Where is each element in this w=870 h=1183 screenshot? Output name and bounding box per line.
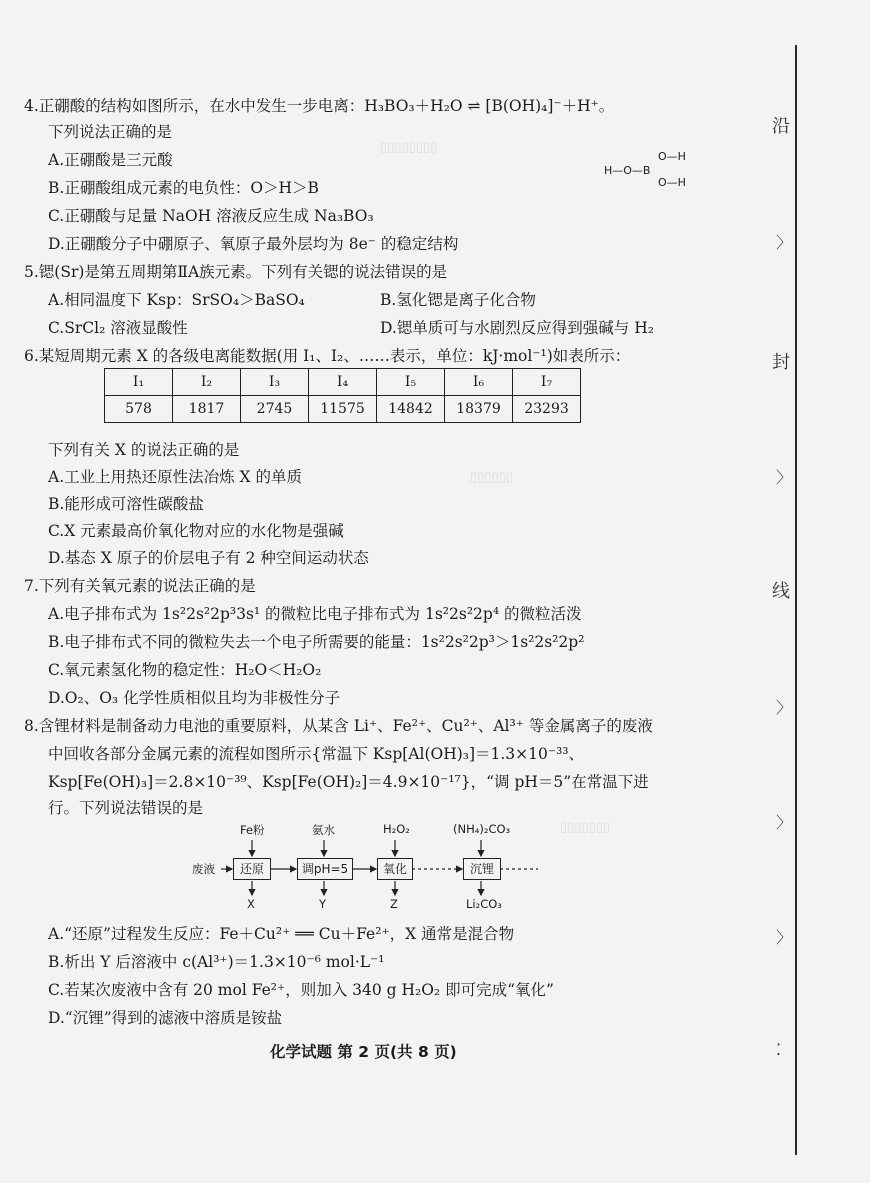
structure-top: O—H <box>658 150 686 163</box>
binding-dots-icon: ⁚ <box>776 1040 782 1059</box>
table-header-cell: I₂ <box>173 369 241 396</box>
binding-arrow-icon: 〉 <box>776 468 793 487</box>
ionization-energy-table <box>104 368 581 423</box>
binding-char-2: 封 <box>772 352 790 373</box>
flow-reagent-ammonium-carbonate: (NH₄)₂CO₃ <box>453 822 511 836</box>
q8-stem-2: 中回收各部分金属元素的流程如图所示{常温下 Ksp[Al(OH)₃]＝1.3×10⁻³³、 <box>48 745 584 763</box>
q8-stem-3: Ksp[Fe(OH)₃]＝2.8×10⁻³⁹、Ksp[Fe(OH)₂]＝4.9×10⁻¹⁷}，“调 pH＝5”在常温下进 <box>48 773 649 791</box>
q4-option-a: A.正硼酸是三元酸 <box>48 151 173 169</box>
flow-product-y: Y <box>319 897 327 911</box>
q7-option-c: C.氧元素氢化物的稳定性：H₂O＜H₂O₂ <box>48 661 322 679</box>
boric-acid-structure <box>600 150 710 192</box>
structure-left: H—O—B <box>604 164 651 177</box>
q4-option-b: B.正硼酸组成元素的电负性：O＞H＞B <box>48 179 319 197</box>
table-cell: 14842 <box>377 396 445 423</box>
table-cell: 18379 <box>445 396 513 423</box>
q5-option-b: B.氢化锶是离子化合物 <box>380 291 536 309</box>
table-cell: 2745 <box>241 396 309 423</box>
flow-reagent-fe: Fe粉 <box>240 823 265 837</box>
binding-char-1: 沿 <box>772 116 790 137</box>
flow-reagent-h2o2: H₂O₂ <box>383 822 410 836</box>
table-cell: 1817 <box>173 396 241 423</box>
flow-reagent-ammonia: 氨水 <box>312 823 335 837</box>
flow-step-reduction: 还原 <box>233 858 271 880</box>
q8-option-d: D.“沉锂”得到的滤液中溶质是铵盐 <box>48 1009 283 1027</box>
q5-option-c: C.SrCl₂ 溶液显酸性 <box>48 319 188 337</box>
table-header-cell: I₃ <box>241 369 309 396</box>
q7-option-b: B.电子排布式不同的微粒失去一个电子所需要的能量：1s²2s²2p³＞1s²2s²2p² <box>48 633 585 651</box>
q7-stem: 7.下列有关氧元素的说法正确的是 <box>24 577 256 595</box>
q6-stem: 6.某短周期元素 X 的各级电离能数据(用 I₁、I₂、……表示，单位：kJ·mol⁻¹)如表所示： <box>24 347 631 365</box>
q6-option-c: C.X 元素最高价氧化物对应的水化物是强碱 <box>48 522 344 540</box>
q4-option-d: D.正硼酸分子中硼原子、氧原子最外层均为 8e⁻ 的稳定结构 <box>48 235 459 253</box>
table-header-row <box>105 369 581 396</box>
table-header-cell: I₆ <box>445 369 513 396</box>
q6-stem-2: 下列有关 X 的说法正确的是 <box>48 441 240 459</box>
table-header-cell: I₁ <box>105 369 173 396</box>
flow-step-oxidation: 氧化 <box>377 858 413 880</box>
structure-bottom: O—H <box>658 176 686 189</box>
table-cell: 11575 <box>309 396 377 423</box>
q5-stem: 5.锶(Sr)是第五周期第ⅡA族元素。下列有关锶的说法错误的是 <box>24 263 448 281</box>
q8-stem: 8.含锂材料是制备动力电池的重要原料，从某含 Li⁺、Fe²⁺、Cu²⁺、Al³⁺ 等金属离子的废液 <box>24 717 653 735</box>
table-header-cell: I₅ <box>377 369 445 396</box>
q8-option-a: A.“还原”过程发生反应：Fe＋Cu²⁺ ══ Cu＋Fe²⁺，X 通常是混合物 <box>48 925 515 943</box>
table-row <box>105 396 581 423</box>
q5-option-d: D.锶单质可与水剧烈反应得到强碱与 H₂ <box>380 319 654 337</box>
binding-arrow-icon: 〉 <box>776 928 793 947</box>
flow-product-li2co3: Li₂CO₃ <box>466 897 502 911</box>
table-cell: 578 <box>105 396 173 423</box>
flow-product-x: X <box>247 897 255 911</box>
q7-option-a: A.电子排布式为 1s²2s²2p³3s¹ 的微粒比电子排布式为 1s²2s²2p⁴ 的微粒活泼 <box>48 605 582 623</box>
q8-stem-4: 行。下列说法错误的是 <box>48 799 204 817</box>
table-header-cell: I₇ <box>513 369 581 396</box>
bleed-through: ▯▯▯▯▯▯ <box>470 470 513 485</box>
page-footer: 化学试题 第 2 页(共 8 页) <box>270 1043 457 1061</box>
flow-step-adjust-ph: 调pH=5 <box>297 858 353 880</box>
q4-stem-2: 下列说法正确的是 <box>48 123 173 141</box>
flow-feed-label: 废液 <box>192 862 215 876</box>
q8-option-b: B.析出 Y 后溶液中 c(Al³⁺)＝1.3×10⁻⁶ mol·L⁻¹ <box>48 953 385 971</box>
binding-arrow-icon: 〉 <box>776 813 793 832</box>
bleed-through: ▯▯▯▯▯▯▯▯ <box>380 140 438 155</box>
bleed-through: ▯▯▯▯▯▯▯ <box>560 820 611 835</box>
binding-char-3: 线 <box>772 581 790 602</box>
binding-line <box>795 45 797 1155</box>
table-header-cell: I₄ <box>309 369 377 396</box>
q5-option-a: A.相同温度下 Ksp：SrSO₄＞BaSO₄ <box>48 291 305 309</box>
q4-stem: 4.正硼酸的结构如图所示，在水中发生一步电离：H₃BO₃＋H₂O ⇌ [B(OH)₄]⁻＋H⁺。 <box>24 97 615 115</box>
binding-arrow-icon: 〉 <box>776 233 793 252</box>
flow-step-lithium-precipitation: 沉锂 <box>463 858 501 880</box>
q6-option-a: A.工业上用热还原性法冶炼 X 的单质 <box>48 468 303 486</box>
binding-arrow-icon: 〉 <box>776 698 793 717</box>
q6-option-d: D.基态 X 原子的价层电子有 2 种空间运动状态 <box>48 549 369 567</box>
flow-product-z: Z <box>390 897 398 911</box>
q4-option-c: C.正硼酸与足量 NaOH 溶液反应生成 Na₃BO₃ <box>48 207 374 225</box>
q6-option-b: B.能形成可溶性碳酸盐 <box>48 495 204 513</box>
q8-option-c: C.若某次废液中含有 20 mol Fe²⁺，则加入 340 g H₂O₂ 即可完成“氧化” <box>48 981 554 999</box>
q7-option-d: D.O₂、O₃ 化学性质相似且均为非极性分子 <box>48 689 341 707</box>
table-cell: 23293 <box>513 396 581 423</box>
